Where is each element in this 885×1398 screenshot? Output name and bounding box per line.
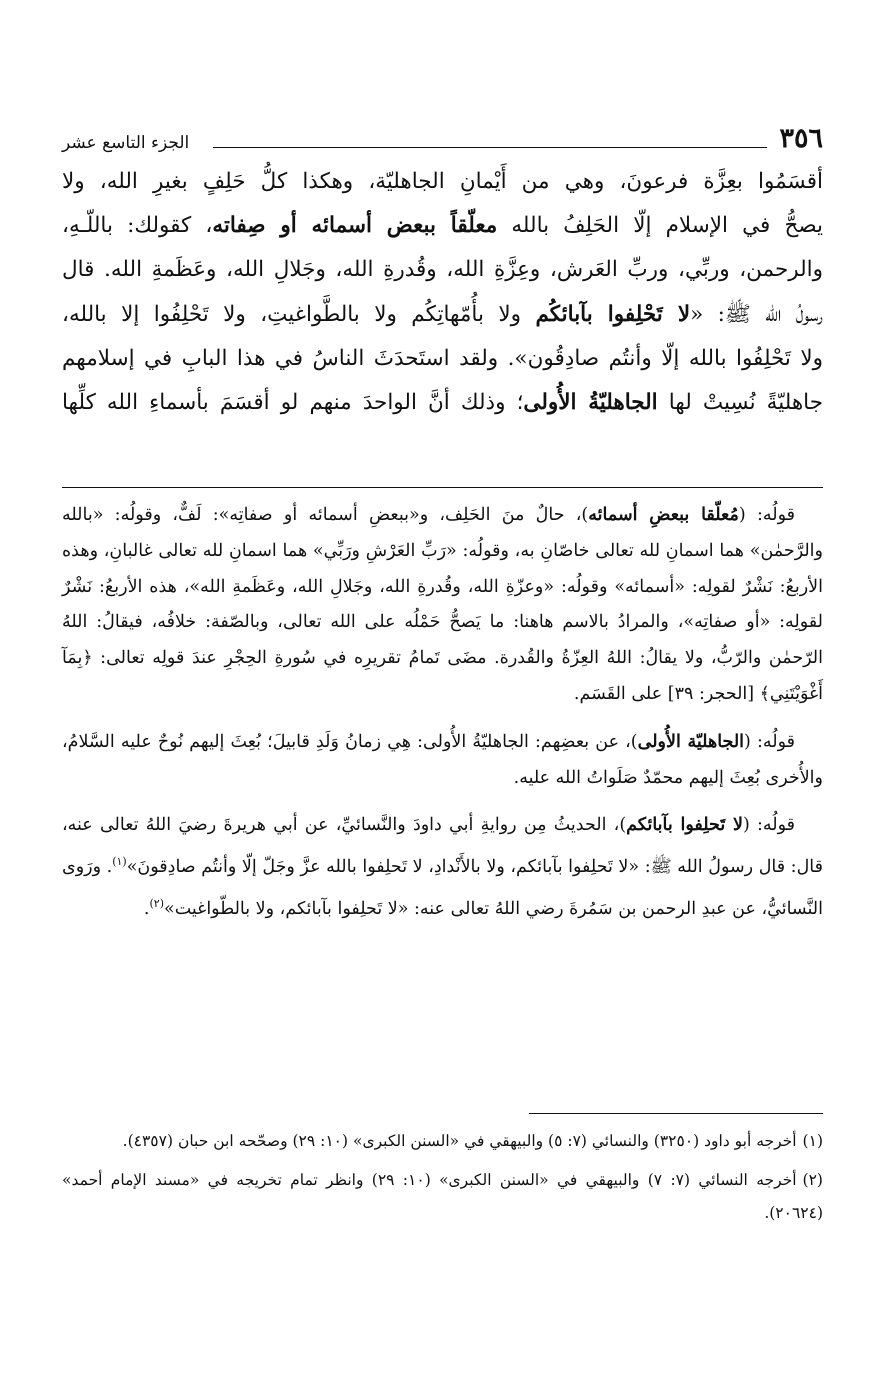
main-line: جاهليّةً نُسِيتْ لها الجاهليّةُ الأُولى؛ وذلك أنَّ الواحدَ منهم لو أقسَمَ بأسماءِ الله كلِّها xyxy=(62,390,823,416)
footnote-text: أخرجه أبو داود (٣٢٥٠) والنسائي (٧: ٥) والبيهقي في «السنن الكبرى» (١٠: ٢٩) وصحّحه ابن حبان (٤٣٥٧). xyxy=(122,1132,797,1150)
bold-phrase: الجاهليّةُ الأُولى xyxy=(523,390,658,416)
page-number: ٣٥٦ xyxy=(779,123,823,154)
main-line: أقسَمُوا بعِزَّة فرعونَ، وهي من أَيْمانِ الجاهليّة، وهكذا كلُّ حَلِفٍ بغيرِ الله، ولا xyxy=(62,169,823,194)
main-line: يصحُّ في الإسلام إلّا الحَلِفُ بالله معلّقاً ببعض أسمائه أو صِفاته، كقولك: باللّـهِ، xyxy=(62,213,823,239)
footnote-ref[interactable]: (٢) xyxy=(149,896,164,910)
commentary-paragraph: قولُه: (مُعلّقا ببعضِ أسمائه)، حالٌ منَ الحَلِف، و«ببعضِ أسمائه أو صفاتِه»: لَفٌّ، وقولُه: «بالله والرَّحمٰن» هما اسمانِ لله تعالى خاصّانِ به، وقولُه: «رَبِّ العَرْشِ ورَبِّي» هما اسمانِ لله تعالى غالبانِ، وهذه الأربعُ: نَشْرٌ لقولِه: «أسمائه» وقولُه: «وعزّةِ الله، وقُدرةِ الله، وجَلالِ الله، وعَظَمةِ الله»، هذه الأربعُ: نَشْرٌ لقولِه: «أو صفاتِه»، والمرادُ بالاسم هاهنا: ما يَصحُّ حَمْلُه على الله تعالى، وبالصّفة: خلافُه، فيقالُ: اللهُ الرّحمٰن والرّبُّ، ولا يقالُ: اللهُ العِزّةُ والقُدرة. مضَى تَمامُ تقريرِه في سُورةِ الحِجْرِ عندَ قولِه تعالى: ﴿بِمَآ أَغْوَيْتَنِي﴾ [الحجر: ٣٩] على القَسَم. xyxy=(62,505,823,704)
commentary xyxy=(62,498,823,939)
footnotes xyxy=(62,1125,823,1236)
main-line: والرحمن، وربِّي، وربِّ العَرش، وعِزَّةِ الله، وقُدرةِ الله، وجَلالِ الله، وعَظَمةِ الله. قال xyxy=(62,257,823,283)
main-text xyxy=(62,160,823,425)
bold-phrase: الجاهليّة الأُولى xyxy=(637,731,745,752)
page-header xyxy=(62,108,823,152)
bold-phrase: لا تَحلِفوا بآبائكم xyxy=(626,815,743,836)
bold-phrase: معلّقاً ببعض أسمائه أو صِفاته xyxy=(212,213,498,239)
footnote-rule xyxy=(529,1113,823,1114)
footnote-text: أخرجه النسائي (٧: ٧) والبيهقي في «السنن الكبرى» (١٠: ٢٩) وانظر تمام تخريجه في «مسند الإمام أحمد» (٢٠٦٢٤). xyxy=(62,1171,823,1222)
commentary-paragraph: قولُه: (لا تَحلِفوا بآبائكم)، الحديثُ مِن روايةِ أبي داودَ والنَّسائيِّ، عن أبي هريرةَ رضيَ اللهُ تعالى عنه، قال: قال رسولُ الله ﷺ: «لا تَحلِفوا بآبائكم، ولا بالأَنْدادِ، لا تَحلِفوا بالله عزَّ وجَلّ إلّا وأنتُم صادِقونَ»$^{(١)}$. ورَوى النَّسائيُّ، عن عبدِ الرحمن بن سَمُرةَ رضي اللهُ تعالى عنه: «لا تَحلِفوا بآبائكم، ولا بالطّواغيت»$^{(٢)}$. xyxy=(62,815,823,919)
bold-phrase: لا تَحْلِفوا بآبائكُم xyxy=(535,301,691,327)
main-line: رسولُ الله ﷺ: «لا تَحْلِفوا بآبائكُم ولا بأُمّهاتِكُم ولا بالطَّواغيتِ، ولا تَحْلِفُوا إلا بالله، xyxy=(62,301,823,327)
main-text-rule xyxy=(62,487,823,488)
main-line: ولا تَحْلِفُوا بالله إلّا وأنتُم صادِقُون». ولقد استَحدَثَ الناسُ في هذا البابِ في إسلامهم xyxy=(62,345,823,371)
footnote-number: (١) xyxy=(802,1132,823,1150)
header-rule xyxy=(213,147,767,148)
commentary-paragraph: قولُه: (الجاهليّة الأُولى)، عن بعضِهم: الجاهليّةُ الأُولى: هِي زمانُ وَلَدِ قابيلَ؛ بُعِثَ إليهم نُوحٌ عليه السَّلامُ، والأُخرى بُعِثَ إليهم محمّدٌ صَلَواتُ الله عليه. xyxy=(62,731,823,788)
footnote xyxy=(62,1164,823,1230)
footnote-ref[interactable]: (١) xyxy=(112,855,127,869)
footnote-number: (٢) xyxy=(802,1171,823,1189)
footnote xyxy=(62,1125,823,1158)
running-title: الجزء التاسع عشر xyxy=(62,133,190,153)
bold-phrase: مُعلّقا ببعضِ أسمائه xyxy=(588,505,739,525)
